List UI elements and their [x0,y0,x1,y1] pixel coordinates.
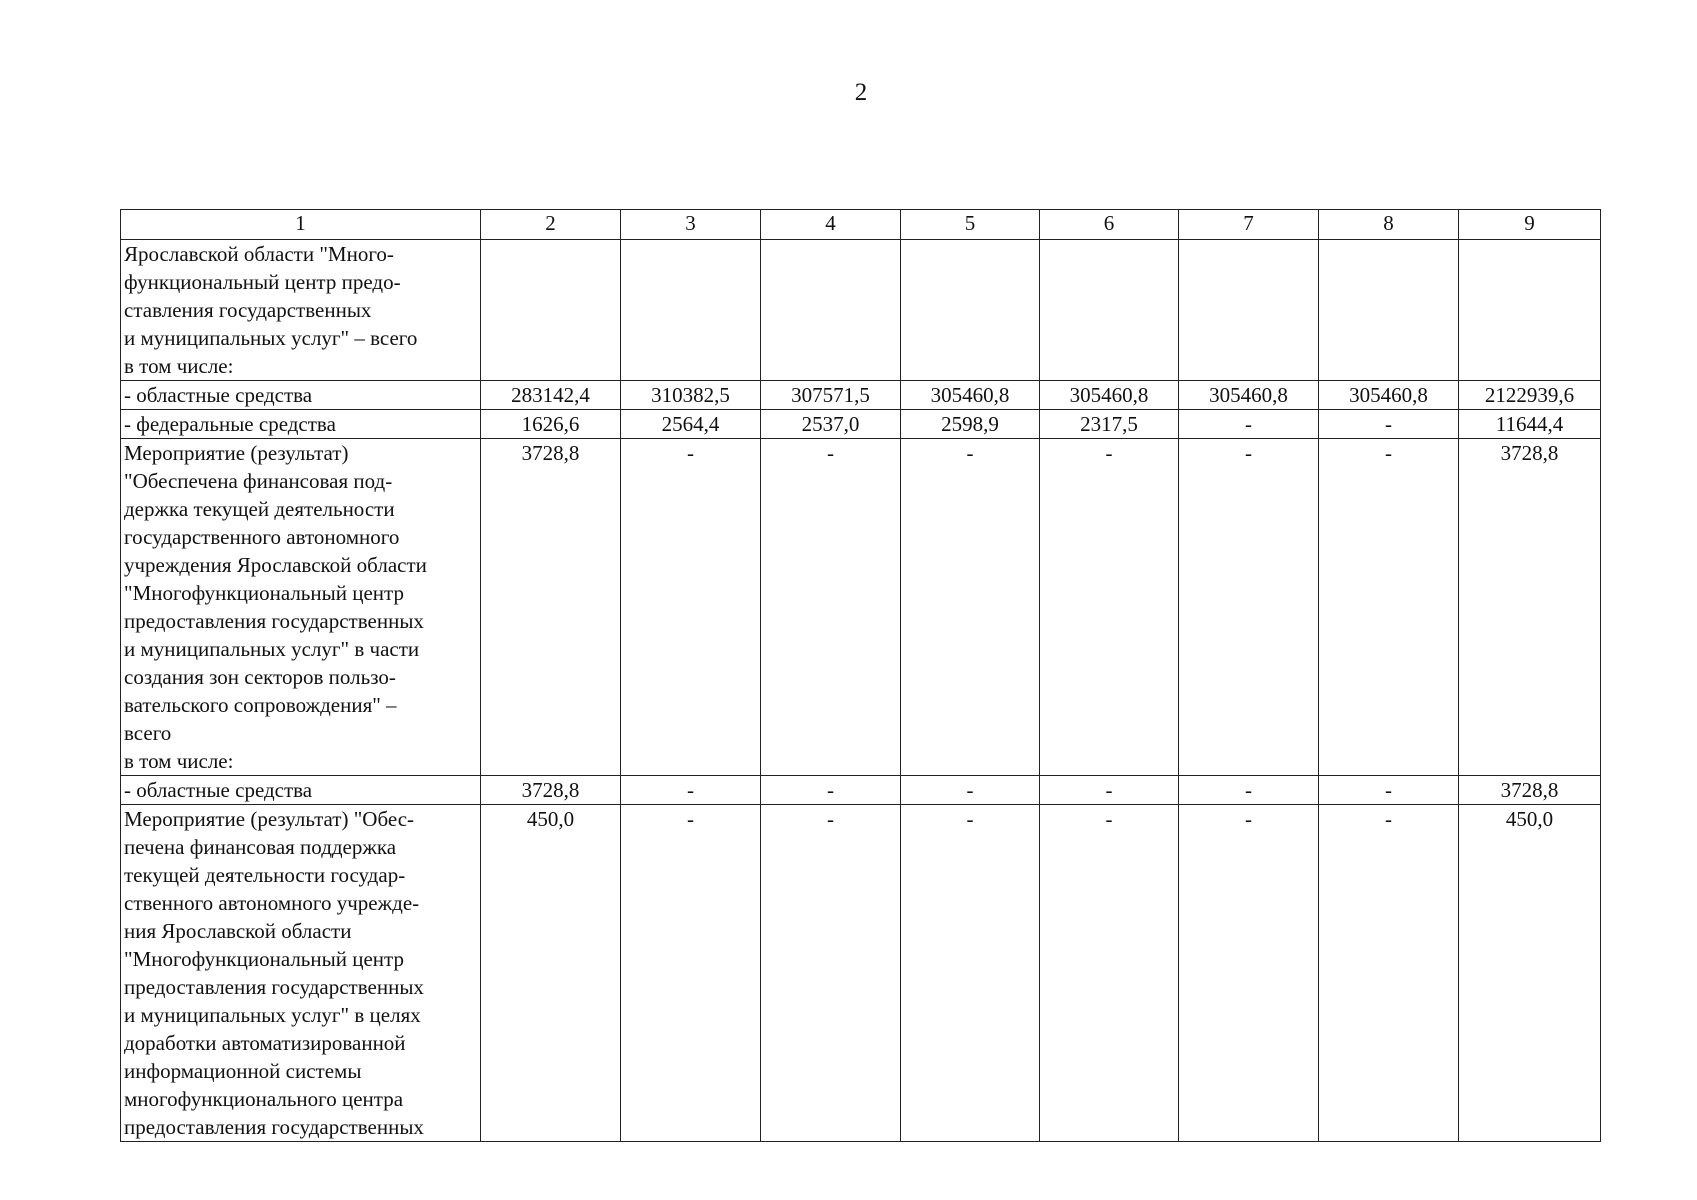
table-cell: 2564,4 [621,410,761,439]
table-cell: - [1319,410,1459,439]
table-cell: - [621,805,761,1142]
row-label: - областные средства [121,776,481,805]
table-cell: - [761,776,901,805]
table-cell: 305460,8 [901,381,1040,410]
table-row [121,776,1601,805]
row-label: - федеральные средства [121,410,481,439]
table-row [121,410,1601,439]
table-cell [761,240,901,381]
table-cell: - [1319,805,1459,1142]
table-cell [1179,240,1319,381]
table-cell: - [761,805,901,1142]
column-header: 9 [1459,210,1601,240]
table-cell: - [621,776,761,805]
column-header: 3 [621,210,761,240]
table-cell: 305460,8 [1179,381,1319,410]
column-header: 6 [1040,210,1179,240]
table-cell: - [761,439,901,776]
table-cell: 2537,0 [761,410,901,439]
table-cell: 3728,8 [481,439,621,776]
column-header: 8 [1319,210,1459,240]
table-cell: - [901,776,1040,805]
table-cell: 1626,6 [481,410,621,439]
table-cell: - [1040,805,1179,1142]
table-row [121,381,1601,410]
table-cell: - [1319,776,1459,805]
table-cell: 283142,4 [481,381,621,410]
table-cell: 450,0 [481,805,621,1142]
column-header: 5 [901,210,1040,240]
table-cell: 3728,8 [481,776,621,805]
table-cell: 2598,9 [901,410,1040,439]
table-header-row [121,210,1601,240]
table-row [121,240,1601,381]
table-row [121,439,1601,776]
row-label: Мероприятие (результат) "Обес- печена финансовая поддержка текущей деятельности государ- ственного автономного учрежде- ния Ярославской области "Многофункциональный центр предоставления государственных и муниципальных услуг" в целях доработки автоматизированной информационной системы многофункционального центра предоставления государственных [121,805,481,1142]
table-cell: - [1179,439,1319,776]
table-cell: 305460,8 [1040,381,1179,410]
table-cell [621,240,761,381]
table-cell: - [1179,410,1319,439]
column-header: 1 [121,210,481,240]
table-row [121,805,1601,1142]
column-header: 7 [1179,210,1319,240]
table-cell: 310382,5 [621,381,761,410]
table-cell: - [1040,776,1179,805]
table-cell [1040,240,1179,381]
table-cell: 2317,5 [1040,410,1179,439]
table-cell: - [1179,805,1319,1142]
row-label: Мероприятие (результат) "Обеспечена финансовая под- держка текущей деятельности государственного автономного учреждения Ярославской области "Многофункциональный центр предоставления государственных и муниципальных услуг" в части создания зон секторов пользо- вательского сопровождения" – всего в том числе: [121,439,481,776]
table-cell [1459,240,1601,381]
table-cell: 3728,8 [1459,439,1601,776]
table-cell: - [1040,439,1179,776]
column-header: 4 [761,210,901,240]
table-cell: 3728,8 [1459,776,1601,805]
table-cell [901,240,1040,381]
table-cell: - [621,439,761,776]
table-cell: 2122939,6 [1459,381,1601,410]
page-number: 2 [854,79,868,106]
table-cell: 11644,4 [1459,410,1601,439]
table-cell: - [1179,776,1319,805]
row-label: Ярославской области "Много- функциональный центр предо- ставления государственных и муниципальных услуг" – всего в том числе: [121,240,481,381]
table-cell: - [1319,439,1459,776]
table-cell: - [901,439,1040,776]
table-cell: 307571,5 [761,381,901,410]
row-label: - областные средства [121,381,481,410]
budget-table [120,209,1601,1142]
table-cell [481,240,621,381]
table-cell [1319,240,1459,381]
column-header: 2 [481,210,621,240]
table-cell: 305460,8 [1319,381,1459,410]
table-cell: 450,0 [1459,805,1601,1142]
table-cell: - [901,805,1040,1142]
